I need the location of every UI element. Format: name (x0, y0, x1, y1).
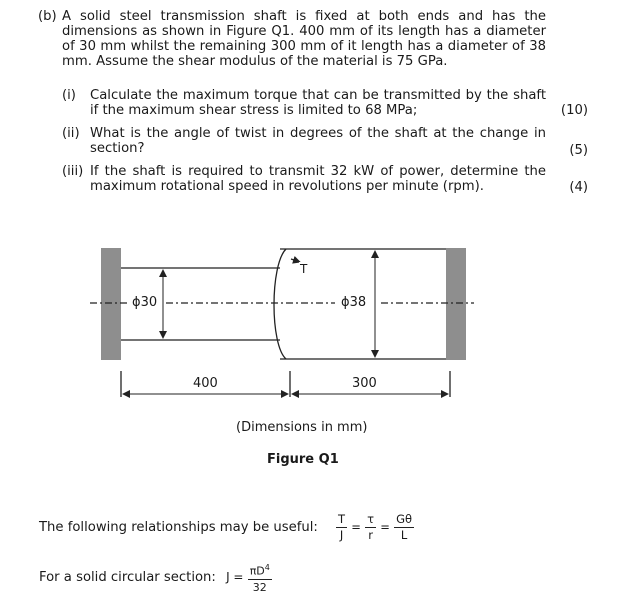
fraction-numerator: Gθ (396, 512, 413, 526)
subquestion-line: maximum rotational speed in revolutions per minute (rpm). (90, 179, 484, 194)
polar-row (39, 560, 272, 595)
relationships-row (39, 512, 414, 543)
shaft-diagram (0, 230, 624, 410)
subquestion-line: section? (90, 141, 145, 156)
diameter-label-large: ϕ38 (341, 295, 367, 310)
fraction-denominator: r (368, 528, 373, 542)
fraction-numerator: τ (367, 512, 375, 526)
intro-line: A solid steel transmission shaft is fixed at both ends and has the (62, 9, 546, 24)
torque-label: T (300, 262, 308, 276)
polar-intro: For a solid circular section: (39, 569, 216, 585)
equals-sign: = (351, 520, 361, 534)
question-intro (62, 9, 546, 69)
polar-exponent: 4 (264, 563, 270, 572)
twist-fraction (394, 512, 414, 543)
subquestion-line: If the shaft is required to transmit 32 kW of power, determine the (90, 164, 546, 179)
figure-caption: Figure Q1 (267, 452, 339, 467)
intro-line: dimensions as shown in Figure Q1. 400 mm of its length has a diameter (62, 24, 546, 39)
diameter-label-small: ϕ30 (132, 295, 158, 310)
torque-fraction (336, 512, 347, 543)
polar-lhs: J = (226, 569, 244, 584)
subquestion-label: (i) (62, 88, 76, 103)
subquestion-label: (iii) (62, 164, 84, 179)
left-wall (101, 248, 121, 360)
relationships-intro: The following relationships may be useful: (39, 520, 318, 535)
subquestion-line: Calculate the maximum torque that can be transmitted by the shaft (90, 88, 546, 103)
subquestion-line: if the maximum shear stress is limited to 68 MPa; (90, 103, 418, 118)
equals-sign: = (380, 520, 390, 534)
stress-fraction (365, 512, 376, 543)
polar-fraction (248, 560, 272, 595)
fraction-denominator: L (400, 528, 408, 542)
fraction-denominator: J (339, 528, 344, 542)
fraction-numerator: T (338, 512, 346, 526)
marks-badge: (5) (569, 143, 588, 158)
length-label-right: 300 (352, 376, 377, 391)
subquestion-text (90, 126, 546, 156)
dimensions-note: (Dimensions in mm) (236, 420, 368, 435)
marks-badge: (10) (560, 103, 588, 118)
question-label: (b) (38, 9, 57, 24)
fraction-denominator: 32 (252, 580, 267, 594)
length-label-left: 400 (193, 376, 218, 391)
subquestion-text (90, 164, 546, 194)
fraction-numerator (248, 560, 272, 580)
intro-line: of 30 mm whilst the remaining 300 mm of it length has a diameter of 38 (62, 39, 546, 54)
right-wall (446, 248, 466, 360)
marks-badge: (4) (569, 180, 588, 195)
polar-numerator: πD (249, 564, 265, 578)
step-face (274, 249, 286, 359)
subquestion-label: (ii) (62, 126, 80, 141)
subquestion-line: What is the angle of twist in degrees of the shaft at the change in (90, 126, 546, 141)
subquestion-text (90, 88, 546, 118)
intro-line: mm. Assume the shear modulus of the material is 75 GPa. (62, 54, 448, 69)
